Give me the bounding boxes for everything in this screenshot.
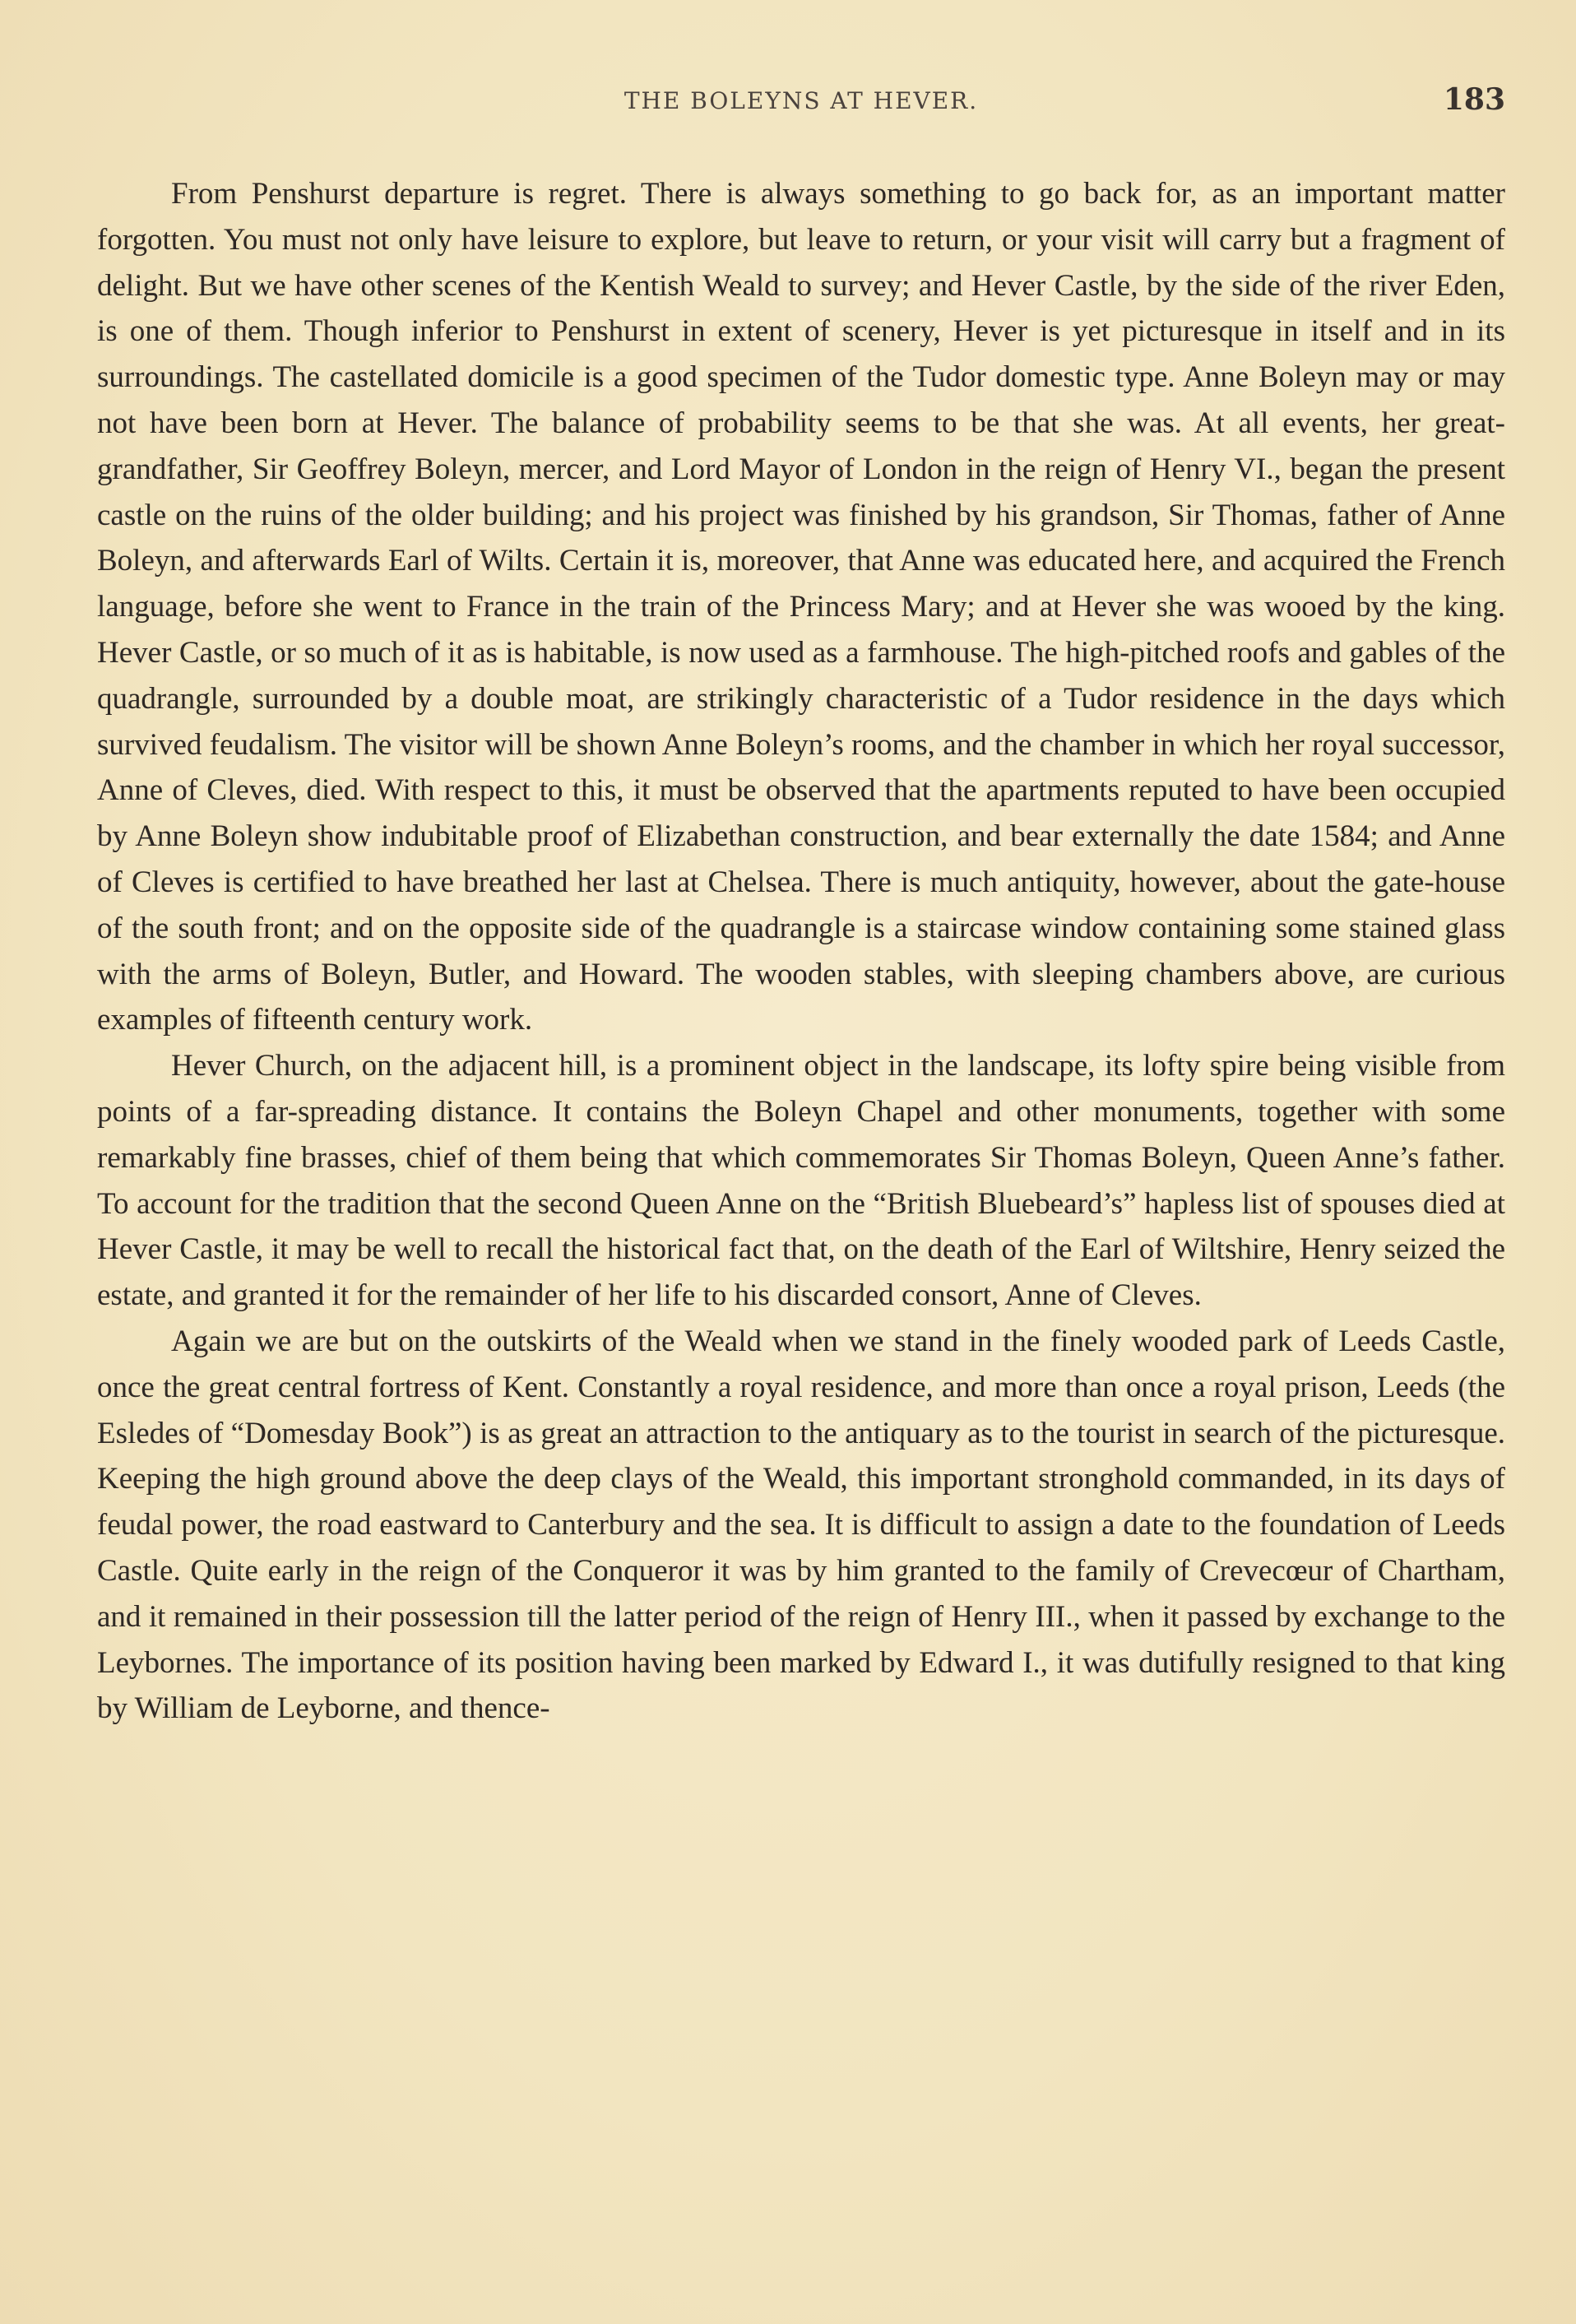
- paragraph: Again we are but on the outskirts of the Weald when we stand in the finely wooded park of Leeds Castle, once the great central fortress of Kent. Constantly a royal residence, and more than once a royal prison, Leeds (the Esledes of “Domesday Book”) is as great an attraction to the antiquary as to the tourist in search of the picturesque. Keeping the high ground above the deep clays of the Weald, this important stronghold commanded, in its days of feudal power, the road eastward to Canterbury and the sea. It is difficult to assign a date to the foundation of Leeds Castle. Quite early in the reign of the Conqueror it was by him granted to the family of Crevecœur of Chartham, and it remained in their possession till the latter period of the reign of Henry III., when it passed by exchange to the Leybornes. The importance of its position having been marked by Edward I., it was dutifully resigned to that king by William de Leyborne, and thence-: [97, 1324, 1505, 1726]
- body-text: [97, 171, 1505, 1732]
- running-title: THE BOLEYNS AT HEVER.: [623, 87, 979, 114]
- page-number: 183: [1443, 82, 1505, 117]
- paragraph: From Penshurst departure is regret. There is always something to go back for, as an important matter forgotten. You must not only have leisure to explore, but leave to return, or your visit will carry but a fragment of delight. But we have other scenes of the Kentish Weald to survey; and Hever Castle, by the side of the river Eden, is one of them. Though inferior to Penshurst in extent of scenery, Hever is yet picturesque in itself and in its surroundings. The castellated domicile is a good specimen of the Tudor domestic type. Anne Boleyn may or may not have been born at Hever. The balance of probability seems to be that she was. At all events, her great-grandfather, Sir Geoffrey Boleyn, mercer, and Lord Mayor of London in the reign of Henry VI., began the present castle on the ruins of the older building; and his project was finished by his grandson, Sir Thomas, father of Anne Boleyn, and afterwards Earl of Wilts. Certain it is, moreover, that Anne was educated here, and acquired the French language, before she went to France in the train of the Princess Mary; and at Hever she was wooed by the king. Hever Castle, or so much of it as is habitable, is now used as a farmhouse. The high-pitched roofs and gables of the quadrangle, surrounded by a double moat, are strikingly characteristic of a Tudor residence in the days which survived feudalism. The visitor will be shown Anne Boleyn’s rooms, and the chamber in which her royal successor, Anne of Cleves, died. With respect to this, it must be observed that the apartments reputed to have been occupied by Anne Boleyn show indubitable proof of Elizabethan construction, and bear externally the date 1584; and Anne of Cleves is certified to have breathed her last at Chelsea. There is much antiquity, however, about the gate-house of the south front; and on the opposite side of the quadrangle is a staircase window containing some stained glass with the arms of Boleyn, Butler, and Howard. The wooden stables, with sleeping chambers above, are curious examples of fifteenth century work.: [97, 177, 1505, 1037]
- running-head: [97, 79, 1505, 128]
- book-page: [97, 79, 1505, 1732]
- paragraph: Hever Church, on the adjacent hill, is a prominent object in the landscape, its lofty spire being visible from points of a far-spreading distance. It contains the Boleyn Chapel and other monuments, together with some remarkably fine brasses, chief of them being that which commemorates Sir Thomas Boleyn, Queen Anne’s father. To account for the tradition that the second Queen Anne on the “British Bluebeard’s” hapless list of spouses died at Hever Castle, it may be well to recall the historical fact that, on the death of the Earl of Wiltshire, Henry seized the estate, and granted it for the remainder of her life to his discarded consort, Anne of Cleves.: [97, 1049, 1505, 1313]
